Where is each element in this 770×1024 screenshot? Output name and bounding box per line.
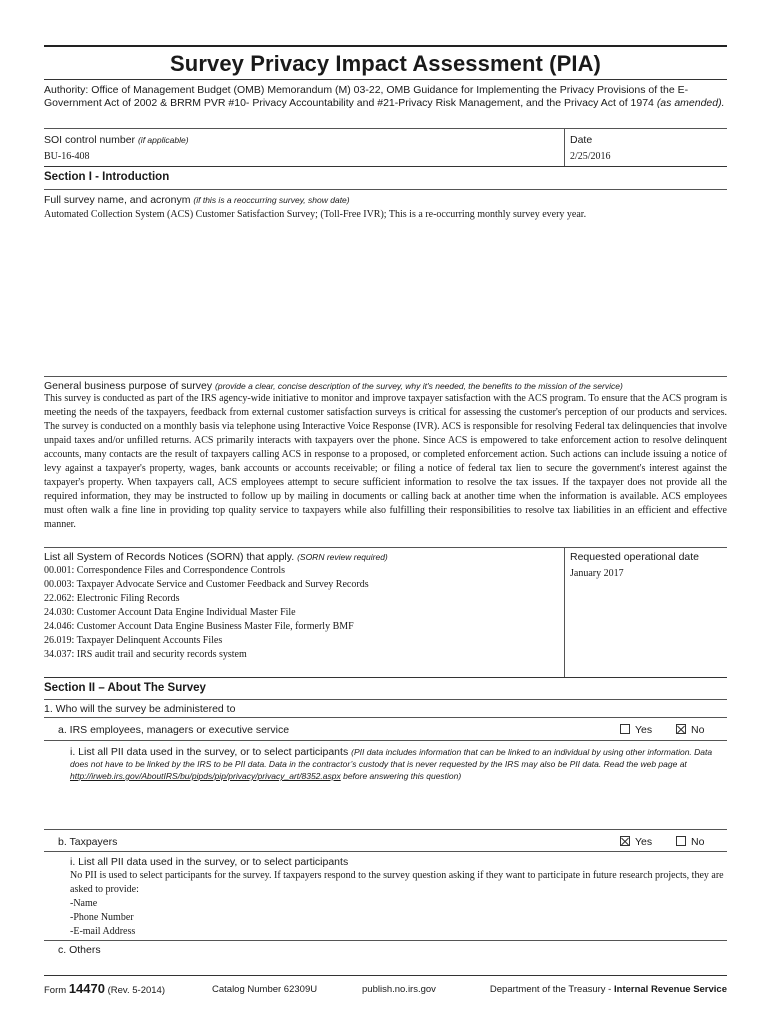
q1c-top-rule — [44, 940, 727, 941]
purpose-label: General business purpose of survey (provide a clear, concise description of the survey, why it's needed, the benefits to the mission of the service) — [44, 380, 623, 392]
soi-top-rule — [44, 128, 727, 129]
soi-divider — [564, 128, 565, 166]
sorn-list[interactable] — [44, 564, 554, 662]
pii-item: -Name — [70, 898, 98, 909]
q1b-no-option[interactable]: No — [676, 836, 704, 848]
catalog-number: Catalog Number 62309U — [212, 984, 318, 995]
soi-value[interactable]: BU-16-408 — [44, 151, 90, 162]
q1a-no-option[interactable]: No — [676, 724, 704, 736]
department: Department of the Treasury - Internal Revenue Service — [489, 984, 727, 995]
req-date-value[interactable]: January 2017 — [570, 568, 624, 579]
soi-label: SOI control number (if applicable) — [44, 134, 189, 146]
form-title: Survey Privacy Impact Assessment (PIA) — [170, 51, 601, 76]
section1-rule — [44, 166, 727, 167]
q1b-i-value[interactable]: No PII is used to select participants for the survey. If taxpayers respond to the survey question asking if they want to participate in future research projects, they are asked to provide: -Name -Phone Number -E-mail Address — [70, 869, 727, 939]
q1a-rule — [44, 740, 727, 741]
pii-item: -E-mail Address — [70, 926, 136, 937]
sorn-item: 26.019: Taxpayer Delinquent Accounts Files — [44, 635, 223, 646]
sorn-item: 34.037: IRS audit trail and security records system — [44, 649, 247, 660]
q1a-i-label: i. List all PII data used in the survey, or to select participants (PII data includes information that can be linked to an individual by using other information. Data does not have to be linked by the IRS to be PII data. Data in the contractor’s custody that is never requested by the IRS may also be PII data. Read the web page at http://irweb.irs.gov/AboutIRS/bu/pipds/pip/privacy/privacy_art/8352.aspx before answering this question) — [70, 746, 713, 781]
section2-rule — [44, 677, 727, 678]
q1b-yes-option[interactable]: Yes — [620, 836, 652, 848]
full-name-label: Full survey name, and acronym (if this is a reoccurring survey, show date) — [44, 194, 350, 206]
req-date-label: Requested operational date — [570, 551, 700, 563]
q1b-top-rule — [44, 829, 727, 830]
date-label: Date — [570, 134, 593, 146]
q1b-rule — [44, 851, 727, 852]
q1a-no-checkbox[interactable] — [676, 724, 686, 734]
section2-heading: Section II – About The Survey — [44, 682, 206, 694]
form-id: Form 14470 (Rev. 5-2014) — [44, 981, 165, 996]
authority-text: Authority: Office of Management Budget (OMB) Memorandum (M) 03-22, OMB Guidance for Implementing the Privacy Provisions of the E-Government Act of 2002 & BRRM PVR #10- Privacy Accountability and #21-Privacy Risk Management, and the Privacy Act of 1974 (as amended). — [44, 84, 725, 109]
publish-site: publish.no.irs.gov — [362, 984, 436, 995]
sorn-item: 00.003: Taxpayer Advocate Service and Customer Feedback and Survey Records — [44, 579, 369, 590]
top-rule — [44, 45, 727, 47]
title-rule — [44, 79, 727, 80]
privacy-link[interactable]: http://irweb.irs.gov/AboutIRS/bu/pipds/pip/privacy/privacy_art/8352.aspx — [70, 771, 341, 781]
q1b-yes-checkbox[interactable] — [620, 836, 630, 846]
date-value[interactable]: 2/25/2016 — [570, 151, 611, 162]
sorn-item: 24.046: Customer Account Data Engine Business Master File, formerly BMF — [44, 621, 354, 632]
q1b-no-checkbox[interactable] — [676, 836, 686, 846]
section2-heading-rule — [44, 699, 727, 700]
question-1: 1. Who will the survey be administered to — [44, 703, 236, 715]
sorn-divider — [564, 547, 565, 677]
sorn-item: 00.001: Correspondence Files and Correspondence Controls — [44, 565, 286, 576]
sorn-top-rule — [44, 547, 727, 548]
section1-heading: Section I - Introduction — [44, 171, 170, 183]
full-name-value[interactable]: Automated Collection System (ACS) Customer Satisfaction Survey; (Toll-Free IVR); This is a re-occurring monthly survey every year. — [44, 209, 587, 220]
q1a-yes-checkbox[interactable] — [620, 724, 630, 734]
q1a-yes-option[interactable]: Yes — [620, 724, 652, 736]
pii-item: -Phone Number — [70, 912, 134, 923]
q1a-label: a. IRS employees, managers or executive service — [58, 724, 290, 736]
sorn-item: 22.062: Electronic Filing Records — [44, 593, 180, 604]
sorn-label: List all System of Records Notices (SORN) that apply. (SORN review required) — [44, 551, 388, 563]
q1b-label: b. Taxpayers — [58, 836, 118, 848]
section1-heading-rule — [44, 189, 727, 190]
q1c-label: c. Others — [58, 944, 101, 956]
purpose-value[interactable]: This survey is conducted as part of the IRS agency-wide initiative to monitor and improve taxpayer satisfaction with the ACS program. To ensure that the ACS program is meeting the needs of the taxpayers, feedback from external customer satisfaction surveys is critical for assessing the customer's perception of our products and services. The survey is conducted on a monthly basis via telephone using Interactive Voice Response (IVR). ACS is responsible for resolving Federal tax delinquencies that involve unpaid taxes and/or unfilled returns. ACS primarily interacts with taxpayers over the phone. Since ACS is empowered to take enforcement action to resolve delinquent accounts, many contacts are the result of taxpayers calling ACS in response to a proposed, or completed enforcement action. Such actions can include issuing a notice of levy against a taxpayer's property, wages, bank accounts or accounts receivable; or filing a notice of federal tax lien to secure the government's interest against the taxpayer's property. When taxpayers call, ACS employees attempt to secure sufficient information to resolve the tax issues. If the taxpayer does not provide all the required information, they may be instructed to follow up by mailing in documents or calling back at another time when the information is available. ACS employees must often walk a fine line in providing top quality service to taxpayers while also fulfilling their responsibilities to resolve tax liabilities in an efficient and effective manner. — [44, 393, 727, 530]
q1-rule — [44, 717, 727, 718]
pia-form — [44, 0, 727, 1024]
purpose-rule — [44, 376, 727, 377]
footer-rule — [44, 975, 727, 976]
sorn-item: 24.030: Customer Account Data Engine Individual Master File — [44, 607, 296, 618]
q1b-i-label: i. List all PII data used in the survey, or to select participants — [70, 856, 349, 868]
